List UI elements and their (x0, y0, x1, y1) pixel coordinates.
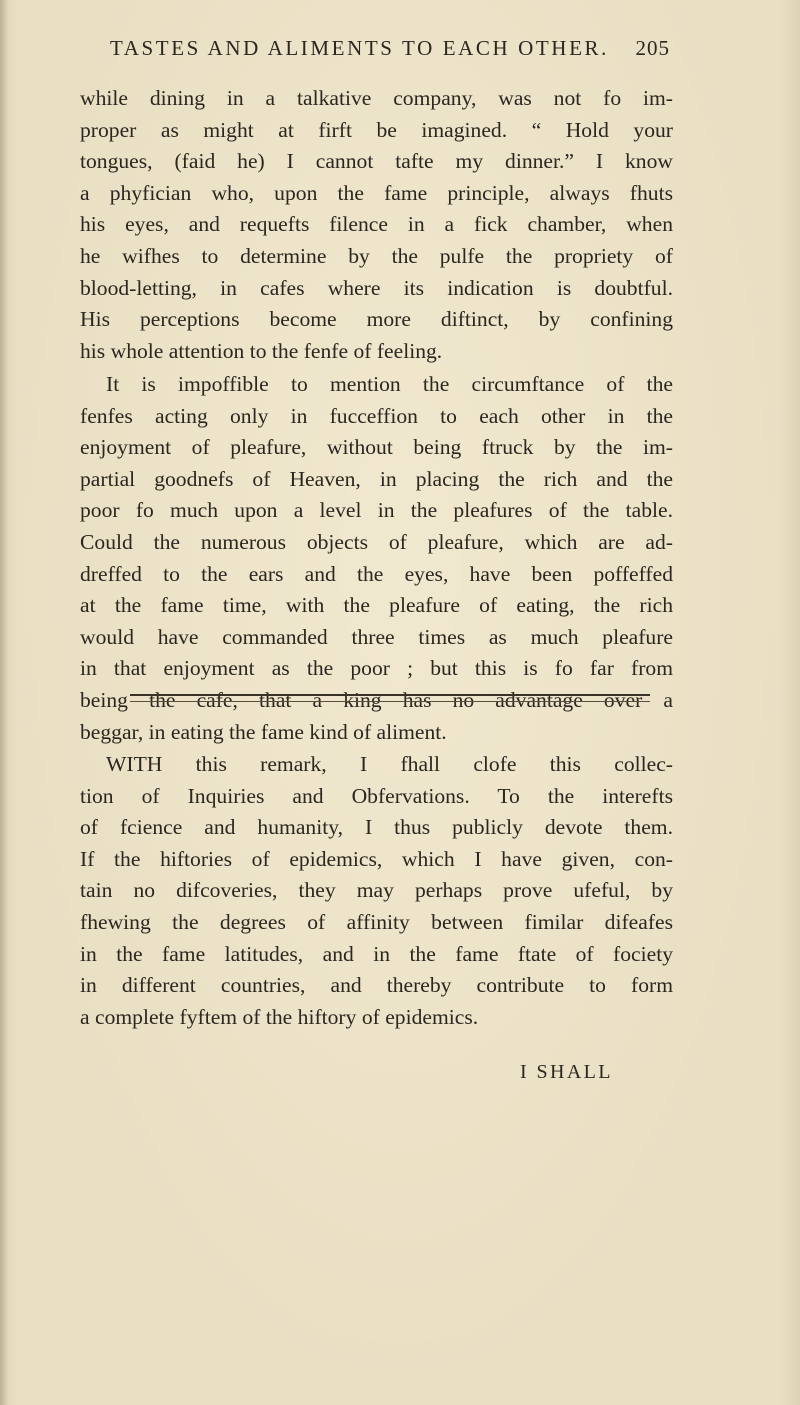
running-title: TASTES AND ALIMENTS TO EACH OTHER. (110, 36, 609, 60)
text-line: his whole attention to the fenfe of feeling. (80, 338, 443, 363)
text-line: It is impoffible to mention the circumftance of the (106, 372, 673, 396)
text-line: a phyfician who, upon the fame principle, always fhuts (80, 180, 673, 205)
paragraph-3 (80, 749, 673, 1033)
running-head (110, 36, 670, 61)
text-line: fenfes acting only in fucceffion to each other in the (80, 403, 673, 428)
text-line: at the fame time, with the pleafure of eating, the rich (80, 593, 673, 618)
text-line: If the hiftories of epidemics, which I have given, con- (80, 846, 673, 871)
text-line: a complete fyftem of the hiftory of epidemics. (80, 1004, 479, 1029)
text-line: blood-letting, in cafes where its indication is doubtful. (80, 275, 673, 300)
section-rule (130, 694, 650, 702)
text-line: in the fame latitudes, and in the fame ftate of fociety (80, 941, 673, 966)
text-line: tain no difcoveries, they may perhaps prove ufeful, by (80, 878, 673, 903)
text-line: would have commanded three times as much pleafure (80, 624, 673, 649)
text-line: beggar, in eating the fame kind of aliment. (80, 719, 447, 744)
text-line: poor fo much upon a level in the pleafures of the table. (80, 498, 673, 523)
text-line: tongues, (faid he) I cannot tafte my dinner.” I know (80, 149, 673, 174)
text-line: WITH this remark, I fhall clofe this collec- (106, 752, 673, 776)
text-line: in that enjoyment as the poor ; but this is fo far from (80, 656, 673, 681)
text-line: he wifhes to determine by the pulfe the propriety of (80, 243, 673, 268)
catchword: I SHALL (520, 1061, 613, 1083)
text-line: being the cafe, that a king has no advantage over a (80, 687, 673, 712)
page-edge-shadow (0, 0, 8, 1405)
text-line: His perceptions become more diftinct, by confining (80, 307, 673, 332)
paragraph-1 (80, 83, 673, 367)
text-line: proper as might at firft be imagined. “ Hold your (80, 117, 673, 142)
paragraph-2 (80, 369, 673, 748)
text-line: fhewing the degrees of affinity between fimilar difeafes (80, 909, 673, 934)
text-line: partial goodnefs of Heaven, in placing the rich and the (80, 466, 673, 491)
text-line: tion of Inquiries and Obfervations. To the interefts (80, 783, 673, 808)
text-line: his eyes, and requefts filence in a fick chamber, when (80, 212, 673, 237)
text-line: of fcience and humanity, I thus publicly devote them. (80, 815, 673, 840)
text-line: Could the numerous objects of pleafure, which are ad- (80, 529, 673, 554)
text-line: in different countries, and thereby contribute to form (80, 973, 673, 998)
text-line: dreffed to the ears and the eyes, have been poffeffed (80, 561, 673, 586)
text-line: enjoyment of pleafure, without being ftruck by the im- (80, 435, 673, 460)
page-number: 205 (635, 36, 670, 60)
text-line: while dining in a talkative company, was not fo im- (80, 86, 673, 110)
